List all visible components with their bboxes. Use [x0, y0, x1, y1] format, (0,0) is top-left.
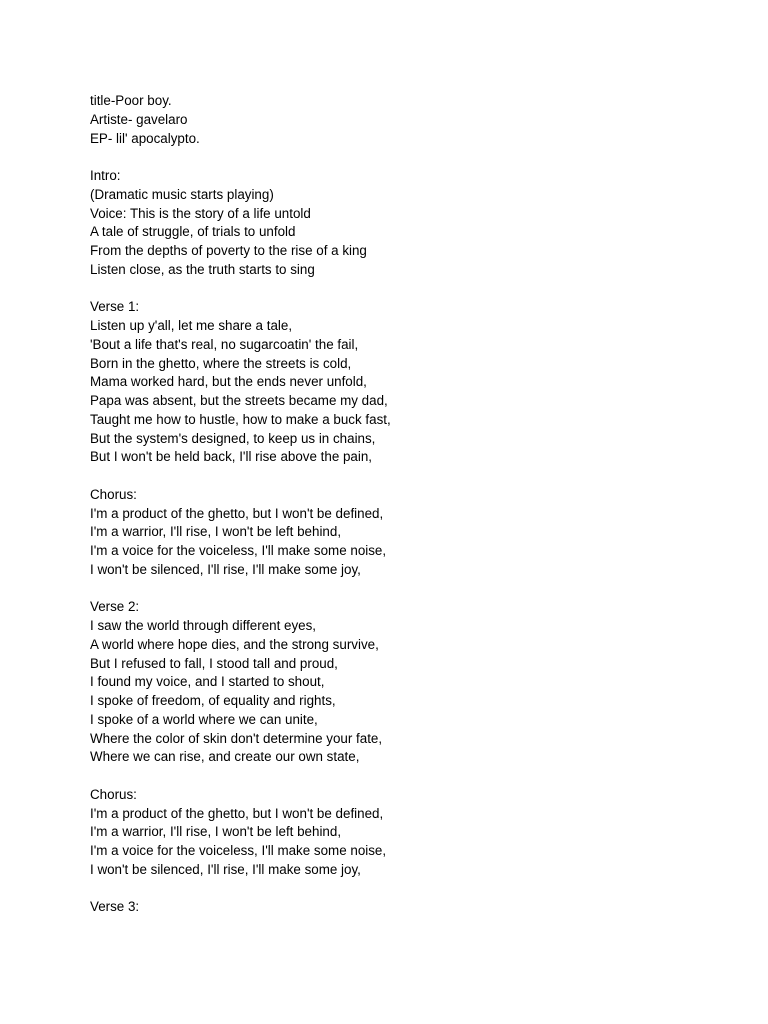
lyric-line: A world where hope dies, and the strong survive,: [90, 636, 379, 652]
lyric-line: Papa was absent, but the streets became my dad,: [90, 393, 388, 408]
lyrics-text: [90, 92, 730, 917]
lyric-line: I'm a voice for the voiceless, I'll make some noise,: [90, 843, 387, 858]
lyric-line: Voice: This is the story of a life untold: [90, 205, 311, 221]
lyric-line: A tale of struggle, of trials to unfold: [90, 224, 296, 240]
lyric-line: But the system's designed, to keep us in chains,: [90, 430, 376, 446]
spacer: [90, 580, 730, 599]
spacer: [90, 467, 730, 486]
lyric-line: Where we can rise, and create our own state,: [90, 749, 360, 765]
lyric-line: I spoke of a world where we can unite,: [90, 711, 318, 727]
lyric-line: I'm a warrior, I'll rise, I won't be left behind,: [90, 824, 342, 840]
section-heading: Intro:: [90, 168, 121, 183]
lyric-line: I'm a voice for the voiceless, I'll make some noise,: [90, 543, 387, 558]
section-heading: Chorus:: [90, 786, 137, 802]
lyric-line: From the depths of poverty to the rise of a king: [90, 243, 367, 258]
lyric-line: Taught me how to hustle, how to make a buck fast,: [90, 411, 391, 427]
lyric-line: Born in the ghetto, where the streets is cold,: [90, 355, 352, 371]
lyric-line: But I refused to fall, I stood tall and proud,: [90, 655, 338, 671]
song-title: title-Poor boy.: [90, 93, 172, 108]
song-artist: Artiste- gavelaro: [90, 111, 188, 127]
lyric-line: Mama worked hard, but the ends never unfold,: [90, 374, 367, 390]
lyric-line: I found my voice, and I started to shout,: [90, 674, 325, 690]
lyric-line: I'm a product of the ghetto, but I won't be defined,: [90, 805, 384, 821]
lyric-line: Where the color of skin don't determine your fate,: [90, 730, 383, 746]
section-heading: Chorus:: [90, 486, 137, 502]
lyric-line: I saw the world through different eyes,: [90, 618, 317, 633]
spacer: [90, 880, 730, 899]
lyric-line: (Dramatic music starts playing): [90, 186, 274, 202]
lyric-line: I'm a warrior, I'll rise, I won't be left behind,: [90, 524, 342, 540]
lyric-line: I won't be silenced, I'll rise, I'll make some joy,: [90, 861, 361, 877]
section-heading: Verse 2:: [90, 599, 140, 615]
spacer: [90, 280, 730, 299]
spacer: [90, 148, 730, 167]
lyric-line: I spoke of freedom, of equality and rights,: [90, 693, 336, 708]
lyric-line: I'm a product of the ghetto, but I won't be defined,: [90, 505, 384, 521]
lyric-line: Listen close, as the truth starts to sing: [90, 261, 315, 277]
lyric-line: 'Bout a life that's real, no sugarcoatin' the fail,: [90, 336, 359, 352]
lyric-line: But I won't be held back, I'll rise above the pain,: [90, 449, 373, 465]
lyric-line: I won't be silenced, I'll rise, I'll make some joy,: [90, 561, 361, 577]
section-heading: Verse 1:: [90, 299, 140, 315]
lyric-line: Listen up y'all, let me share a tale,: [90, 318, 293, 333]
spacer: [90, 767, 730, 786]
section-heading: Verse 3:: [90, 899, 140, 915]
song-ep: EP- lil' apocalypto.: [90, 130, 200, 146]
